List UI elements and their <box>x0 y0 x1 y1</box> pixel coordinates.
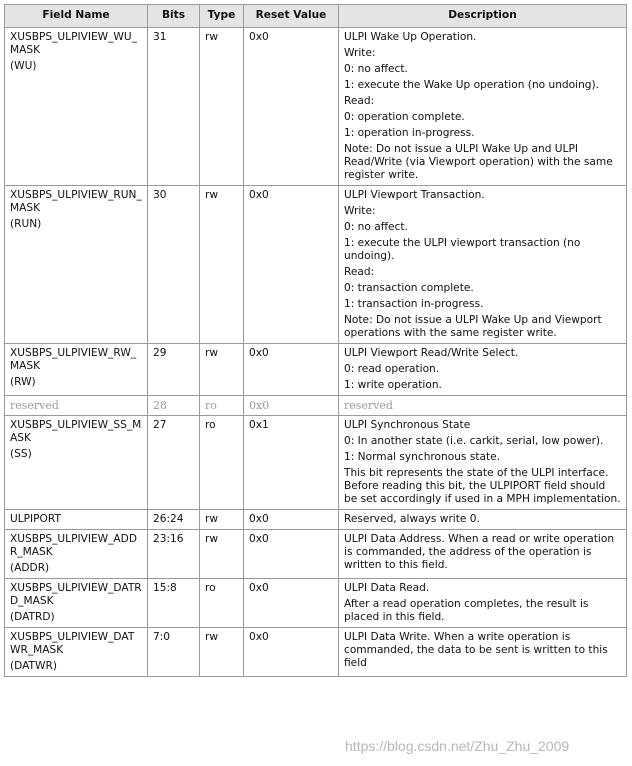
type-cell: rw <box>200 344 244 396</box>
description-line: This bit represents the state of the ULPI interface. Before reading this bit, the ULPIPORT field should be set accordingly if used in a MPH implementation. <box>344 467 621 505</box>
field-abbreviation: (DATRD) <box>10 611 55 623</box>
description-line: Write: <box>344 205 376 217</box>
description-cell <box>339 416 627 510</box>
description-line: reserved <box>344 399 393 412</box>
table-row <box>5 579 627 628</box>
field-name: XUSBPS_ULPIVIEW_SS_MASK <box>10 419 142 444</box>
field-abbreviation: (RUN) <box>10 218 42 230</box>
table-row <box>5 416 627 510</box>
description-cell <box>339 530 627 579</box>
bits-cell: 28 <box>148 396 200 416</box>
description-line: ULPI Synchronous State <box>344 419 471 431</box>
type-cell: ro <box>200 396 244 416</box>
reset-value-cell: 0x0 <box>244 510 339 530</box>
field-name: XUSBPS_ULPIVIEW_DATWR_MASK <box>10 631 135 656</box>
table-row <box>5 186 627 344</box>
reset-value-cell: 0x0 <box>244 628 339 677</box>
field-name-cell <box>5 396 148 416</box>
description-line: 1: operation in-progress. <box>344 127 475 139</box>
description-line: ULPI Data Write. When a write operation is commanded, the data to be sent is written to this field <box>344 631 608 669</box>
type-cell: rw <box>200 628 244 677</box>
field-name-cell <box>5 510 148 530</box>
description-line: 1: execute the ULPI viewport transaction (no undoing). <box>344 237 581 262</box>
description-line: 0: read operation. <box>344 363 440 375</box>
reset-value-cell: 0x0 <box>244 396 339 416</box>
bits-cell: 23:16 <box>148 530 200 579</box>
bits-cell: 7:0 <box>148 628 200 677</box>
reset-value-cell: 0x0 <box>244 28 339 186</box>
description-line: 0: no affect. <box>344 221 408 233</box>
reset-value-cell: 0x1 <box>244 416 339 510</box>
table-row <box>5 628 627 677</box>
description-line: 1: transaction in-progress. <box>344 298 484 310</box>
description-line: 0: In another state (i.e. carkit, serial, low power). <box>344 435 604 447</box>
bits-cell: 27 <box>148 416 200 510</box>
description-cell <box>339 28 627 186</box>
description-line: 0: operation complete. <box>344 111 465 123</box>
reset-value-cell: 0x0 <box>244 530 339 579</box>
table-header-row <box>5 5 627 28</box>
description-cell <box>339 186 627 344</box>
bits-cell: 30 <box>148 186 200 344</box>
table-row <box>5 344 627 396</box>
description-line: Read: <box>344 266 375 278</box>
field-abbreviation: (RW) <box>10 376 36 388</box>
field-name-cell <box>5 344 148 396</box>
description-line: ULPI Data Read. <box>344 582 430 594</box>
description-line: Note: Do not issue a ULPI Wake Up and ULPI Read/Write (via Viewport operation) with the same register write. <box>344 143 613 181</box>
header-reset-value: Reset Value <box>244 5 339 28</box>
watermark-url: https://blog.csdn.net/Zhu_Zhu_2009 <box>345 738 570 754</box>
field-abbreviation: (SS) <box>10 448 32 460</box>
table-row <box>5 510 627 530</box>
description-line: Note: Do not issue a ULPI Wake Up and Viewport operations with the same register write. <box>344 314 602 339</box>
description-cell <box>339 396 627 416</box>
field-name-cell <box>5 628 148 677</box>
field-name-cell <box>5 28 148 186</box>
description-cell <box>339 628 627 677</box>
type-cell: ro <box>200 416 244 510</box>
field-name: XUSBPS_ULPIVIEW_RW_MASK <box>10 347 137 372</box>
description-cell <box>339 510 627 530</box>
description-line: ULPI Viewport Transaction. <box>344 189 485 201</box>
register-field-table <box>4 4 627 677</box>
reset-value-cell: 0x0 <box>244 344 339 396</box>
description-cell <box>339 579 627 628</box>
description-line: 1: Normal synchronous state. <box>344 451 501 463</box>
reset-value-cell: 0x0 <box>244 579 339 628</box>
description-line: ULPI Viewport Read/Write Select. <box>344 347 519 359</box>
type-cell: rw <box>200 186 244 344</box>
description-line: 1: execute the Wake Up operation (no undoing). <box>344 79 600 91</box>
bits-cell: 15:8 <box>148 579 200 628</box>
description-line: After a read operation completes, the result is placed in this field. <box>344 598 589 623</box>
description-line: Reserved, always write 0. <box>344 513 480 525</box>
bits-cell: 29 <box>148 344 200 396</box>
type-cell: rw <box>200 28 244 186</box>
field-name: ULPIPORT <box>10 513 61 525</box>
type-cell: rw <box>200 530 244 579</box>
header-field-name: Field Name <box>5 5 148 28</box>
description-line: Write: <box>344 47 376 59</box>
header-type: Type <box>200 5 244 28</box>
description-cell <box>339 344 627 396</box>
field-name-cell <box>5 186 148 344</box>
field-name: XUSBPS_ULPIVIEW_WU_MASK <box>10 31 137 56</box>
field-name: XUSBPS_ULPIVIEW_RUN_MASK <box>10 189 142 214</box>
description-line: 0: no affect. <box>344 63 408 75</box>
field-abbreviation: (ADDR) <box>10 562 50 574</box>
field-name: XUSBPS_ULPIVIEW_ADDR_MASK <box>10 533 137 558</box>
description-line: ULPI Wake Up Operation. <box>344 31 477 43</box>
table-body <box>5 28 627 677</box>
field-abbreviation: (DATWR) <box>10 660 57 672</box>
type-cell: ro <box>200 579 244 628</box>
table-row <box>5 396 627 416</box>
field-name-cell <box>5 530 148 579</box>
description-line: Read: <box>344 95 375 107</box>
description-line: 1: write operation. <box>344 379 442 391</box>
field-name: reserved <box>10 399 59 412</box>
table-row <box>5 530 627 579</box>
bits-cell: 31 <box>148 28 200 186</box>
reset-value-cell: 0x0 <box>244 186 339 344</box>
table-row <box>5 28 627 186</box>
description-line: 0: transaction complete. <box>344 282 474 294</box>
header-description: Description <box>339 5 627 28</box>
type-cell: rw <box>200 510 244 530</box>
field-abbreviation: (WU) <box>10 60 37 72</box>
field-name: XUSBPS_ULPIVIEW_DATRD_MASK <box>10 582 142 607</box>
field-name-cell <box>5 416 148 510</box>
field-name-cell <box>5 579 148 628</box>
bits-cell: 26:24 <box>148 510 200 530</box>
header-bits: Bits <box>148 5 200 28</box>
description-line: ULPI Data Address. When a read or write operation is commanded, the address of the operation is written to this field. <box>344 533 615 571</box>
